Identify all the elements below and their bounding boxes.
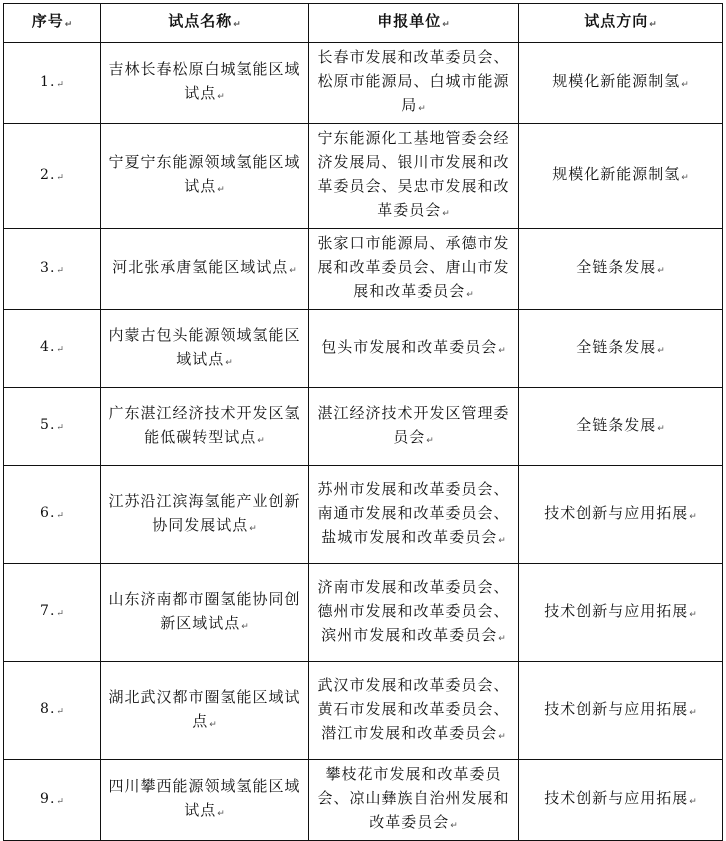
pilot-name: 宁夏宁东能源领域氢能区域试点↵	[101, 124, 309, 229]
pilot-direction: 全链条发展↵	[519, 388, 723, 466]
paragraph-mark: ↵	[649, 20, 657, 30]
row-number: 1.↵	[4, 43, 101, 124]
row-number: 8.↵	[4, 662, 101, 760]
pilot-direction: 技术创新与应用拓展↵	[519, 466, 723, 564]
pilot-name: 四川攀西能源领域氢能区域试点↵	[101, 760, 309, 841]
table-row	[4, 760, 723, 841]
applicant-unit: 攀枝花市发展和改革委员会、凉山彝族自治州发展和改革委员会↵	[309, 760, 519, 841]
row-number: 6.↵	[4, 466, 101, 564]
row-number: 7.↵	[4, 564, 101, 662]
row-number: 2.↵	[4, 124, 101, 229]
pilot-direction: 技术创新与应用拓展↵	[519, 760, 723, 841]
paragraph-mark: ↵	[442, 20, 450, 30]
pilot-direction: 全链条发展↵	[519, 310, 723, 388]
row-number: 9.↵	[4, 760, 101, 841]
table-row	[4, 124, 723, 229]
pilot-name: 江苏沿江滨海氢能产业创新协同发展试点↵	[101, 466, 309, 564]
table-row	[4, 564, 723, 662]
header-index: 序号↵	[4, 4, 101, 43]
row-number: 3.↵	[4, 229, 101, 310]
applicant-unit: 苏州市发展和改革委员会、南通市发展和改革委员会、盐城市发展和改革委员会↵	[309, 466, 519, 564]
header-name: 试点名称↵	[101, 4, 309, 43]
table-row	[4, 388, 723, 466]
header-unit: 申报单位↵	[309, 4, 519, 43]
applicant-unit: 武汉市发展和改革委员会、黄石市发展和改革委员会、潜江市发展和改革委员会↵	[309, 662, 519, 760]
header-direction: 试点方向↵	[519, 4, 723, 43]
pilot-name: 吉林长春松原白城氢能区域试点↵	[101, 43, 309, 124]
pilot-name: 广东湛江经济技术开发区氢能低碳转型试点↵	[101, 388, 309, 466]
applicant-unit: 包头市发展和改革委员会↵	[309, 310, 519, 388]
pilot-name: 湖北武汉都市圈氢能区域试点↵	[101, 662, 309, 760]
pilot-name: 山东济南都市圈氢能协同创新区域试点↵	[101, 564, 309, 662]
header-row	[4, 4, 723, 43]
applicant-unit: 张家口市能源局、承德市发展和改革委员会、唐山市发展和改革委员会↵	[309, 229, 519, 310]
row-number: 5.↵	[4, 388, 101, 466]
pilot-direction: 规模化新能源制氢↵	[519, 43, 723, 124]
pilot-name: 内蒙古包头能源领域氢能区域试点↵	[101, 310, 309, 388]
table-row	[4, 43, 723, 124]
pilot-direction: 全链条发展↵	[519, 229, 723, 310]
table-row	[4, 466, 723, 564]
pilot-table	[3, 3, 723, 841]
table-row	[4, 229, 723, 310]
table-row	[4, 310, 723, 388]
row-number: 4.↵	[4, 310, 101, 388]
pilot-direction: 技术创新与应用拓展↵	[519, 564, 723, 662]
paragraph-mark: ↵	[64, 20, 73, 30]
applicant-unit: 宁东能源化工基地管委会经济发展局、银川市发展和改革委员会、吴忠市发展和改革委员会↵	[309, 124, 519, 229]
paragraph-mark: ↵	[233, 20, 241, 30]
applicant-unit: 长春市发展和改革委员会、松原市能源局、白城市能源局↵	[309, 43, 519, 124]
pilot-name: 河北张承唐氢能区域试点↵	[101, 229, 309, 310]
applicant-unit: 湛江经济技术开发区管理委员会↵	[309, 388, 519, 466]
table-row	[4, 662, 723, 760]
pilot-direction: 规模化新能源制氢↵	[519, 124, 723, 229]
applicant-unit: 济南市发展和改革委员会、德州市发展和改革委员会、滨州市发展和改革委员会↵	[309, 564, 519, 662]
pilot-direction: 技术创新与应用拓展↵	[519, 662, 723, 760]
